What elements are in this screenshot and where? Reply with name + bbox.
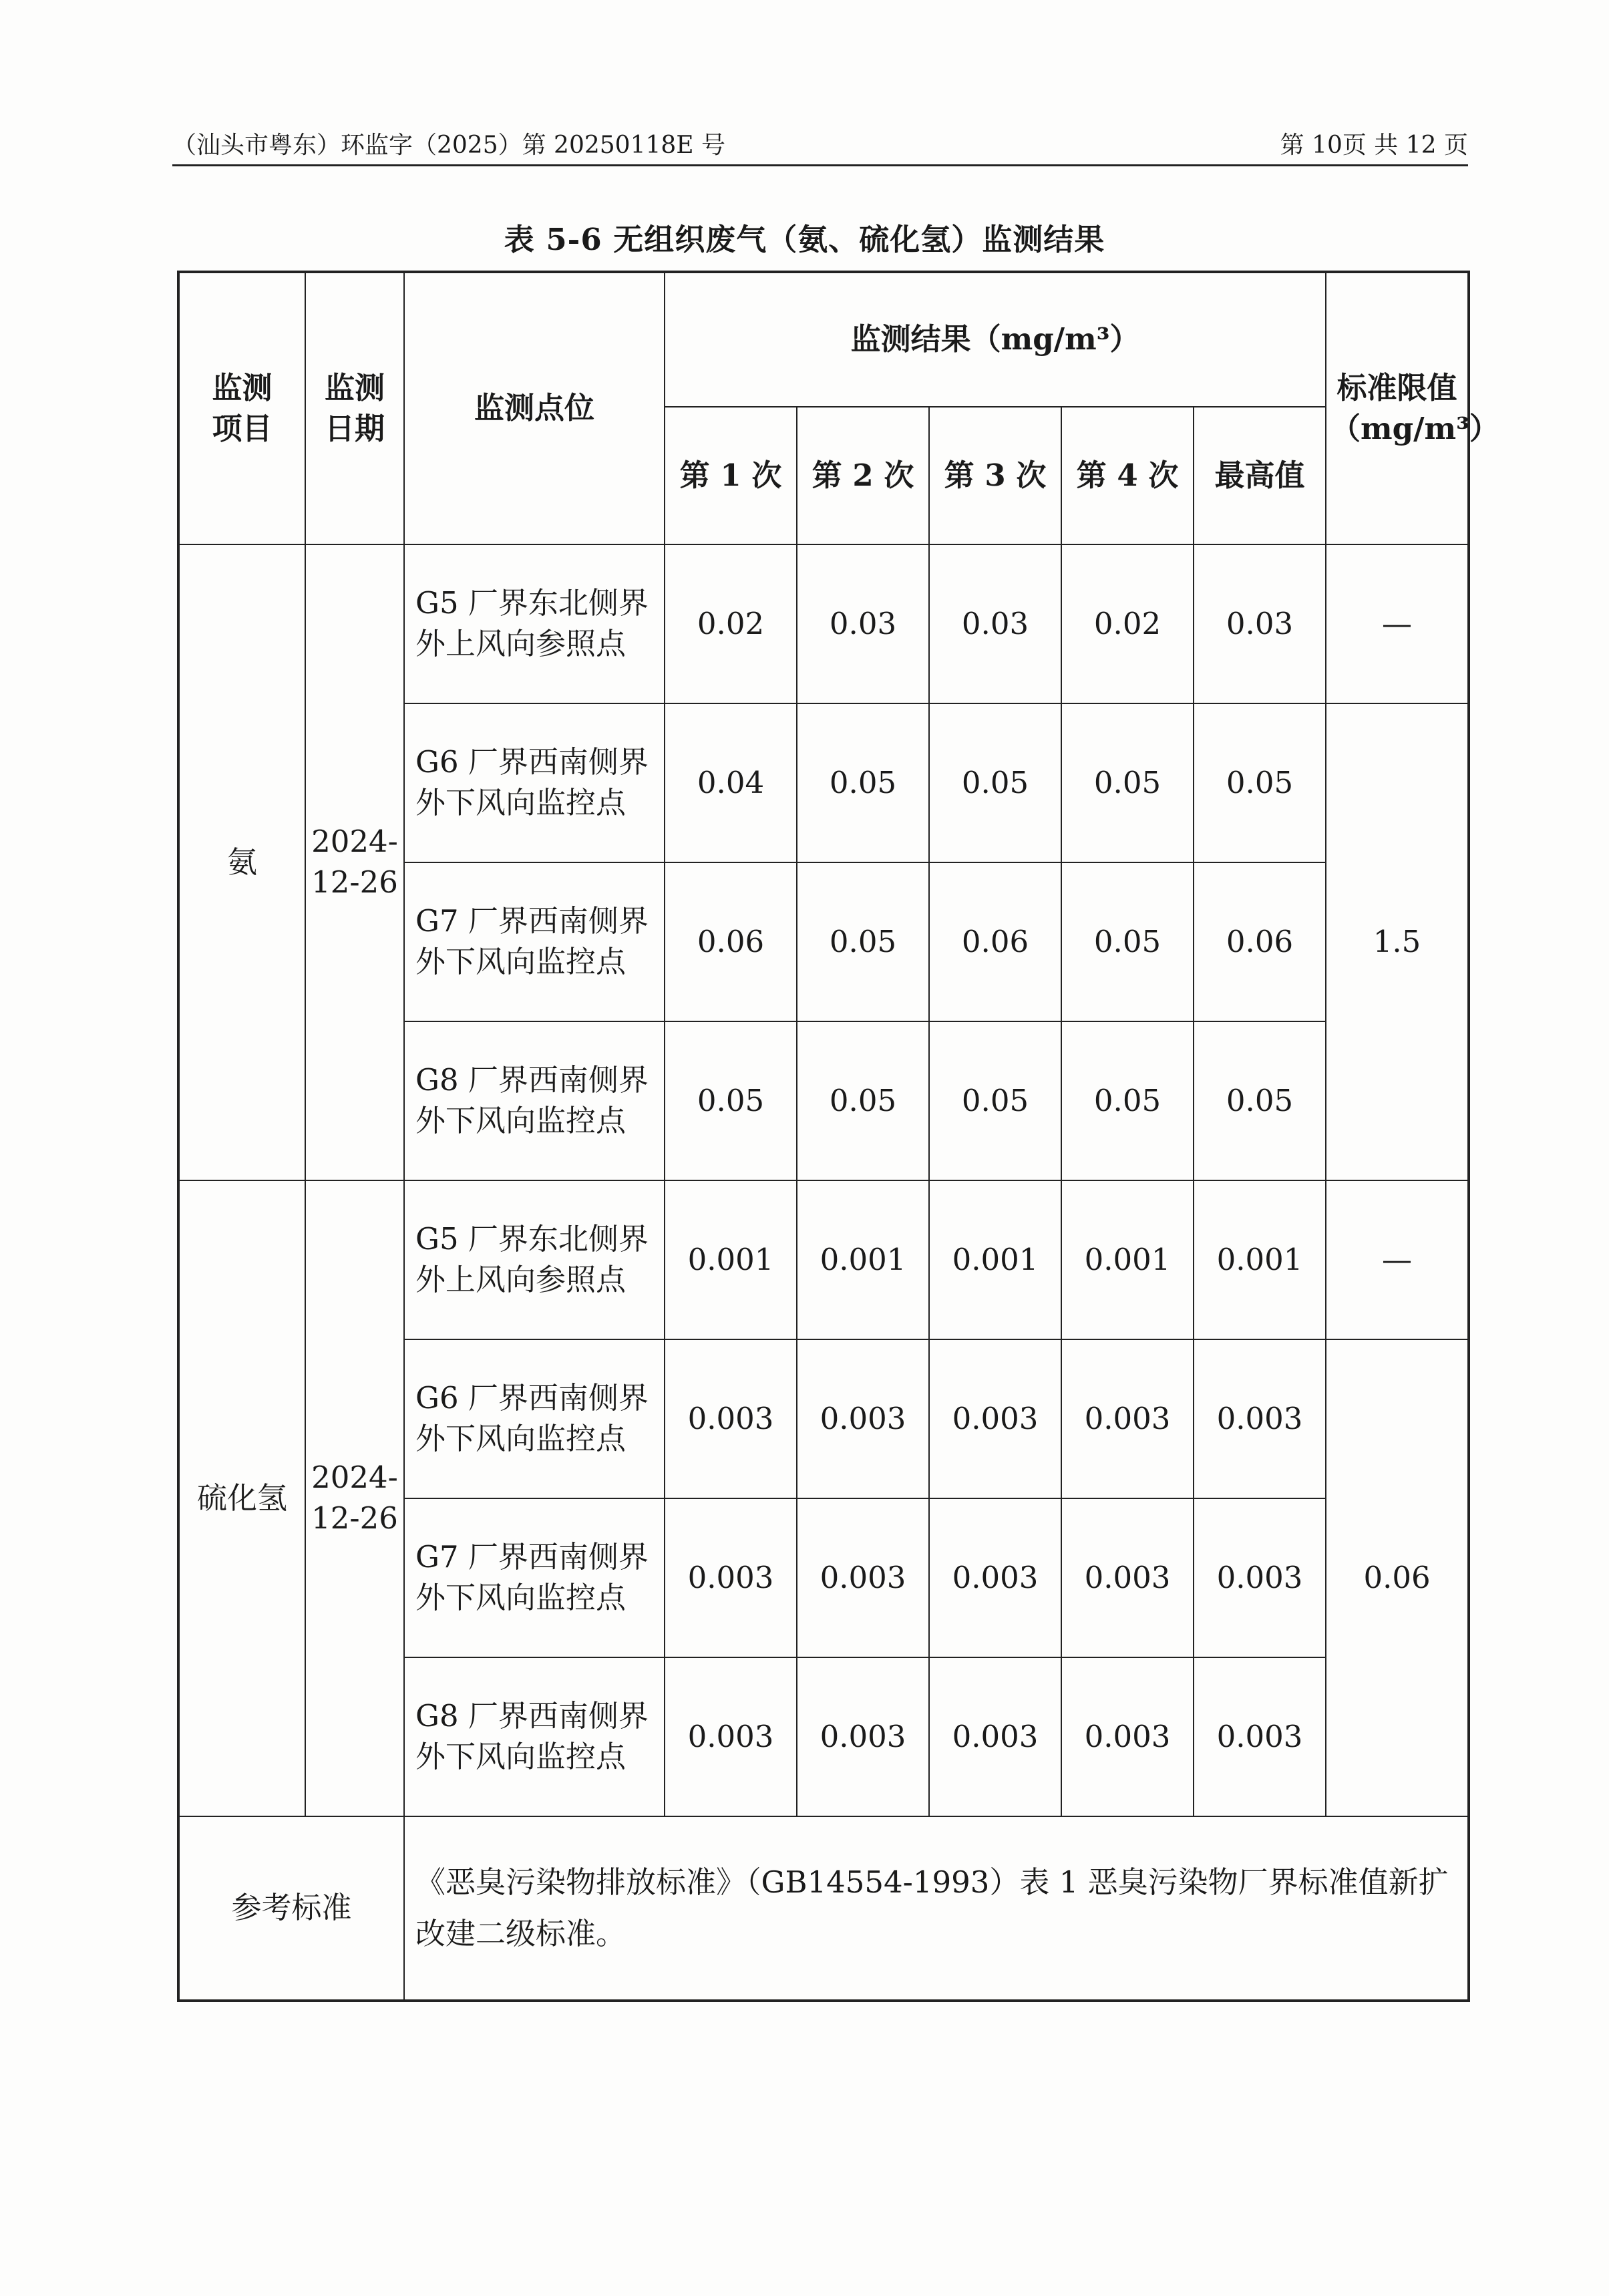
value-cell: 0.003 bbox=[797, 1657, 929, 1816]
site-cell: G6 厂界西南侧界外下风向监控点 bbox=[404, 703, 665, 862]
value-cell: 0.003 bbox=[1061, 1339, 1194, 1498]
item-cell: 氨 bbox=[178, 544, 305, 1180]
value-cell: 0.001 bbox=[1061, 1180, 1194, 1339]
site-cell: G5 厂界东北侧界外上风向参照点 bbox=[404, 1180, 665, 1339]
date-label: 2024- 12-26 bbox=[311, 824, 398, 900]
reference-row bbox=[178, 1816, 1469, 2001]
value-cell: 0.003 bbox=[665, 1657, 797, 1816]
header-round-4: 第 4 次 bbox=[1061, 407, 1194, 544]
header-max: 最高值 bbox=[1194, 407, 1326, 544]
value-cell: 0.05 bbox=[1061, 703, 1194, 862]
date-label: 2024- 12-26 bbox=[311, 1460, 398, 1536]
value-cell: 0.003 bbox=[929, 1339, 1061, 1498]
header-date bbox=[305, 272, 404, 544]
value-cell: 0.001 bbox=[797, 1180, 929, 1339]
header-round-1: 第 1 次 bbox=[665, 407, 797, 544]
date-cell bbox=[305, 1180, 404, 1816]
table-row bbox=[178, 544, 1469, 703]
site-cell: G6 厂界西南侧界外下风向监控点 bbox=[404, 1339, 665, 1498]
value-cell: 0.05 bbox=[665, 1021, 797, 1180]
value-cell: 0.003 bbox=[665, 1339, 797, 1498]
limit-cell: 0.06 bbox=[1326, 1339, 1469, 1816]
max-cell: 0.05 bbox=[1194, 703, 1326, 862]
page-header bbox=[172, 127, 1468, 166]
value-cell: 0.06 bbox=[929, 862, 1061, 1021]
value-cell: 0.06 bbox=[665, 862, 797, 1021]
value-cell: 0.003 bbox=[1061, 1657, 1194, 1816]
max-cell: 0.003 bbox=[1194, 1339, 1326, 1498]
header-item-label: 监测 项目 bbox=[212, 369, 273, 446]
value-cell: 0.003 bbox=[797, 1339, 929, 1498]
site-cell: G7 厂界西南侧界外下风向监控点 bbox=[404, 862, 665, 1021]
reference-label: 参考标准 bbox=[178, 1816, 404, 2001]
max-cell: 0.003 bbox=[1194, 1657, 1326, 1816]
site-cell: G8 厂界西南侧界外下风向监控点 bbox=[404, 1657, 665, 1816]
header-site: 监测点位 bbox=[404, 272, 665, 544]
value-cell: 0.003 bbox=[929, 1498, 1061, 1657]
value-cell: 0.03 bbox=[797, 544, 929, 703]
max-cell: 0.03 bbox=[1194, 544, 1326, 703]
value-cell: 0.003 bbox=[1061, 1498, 1194, 1657]
limit-cell: — bbox=[1326, 544, 1469, 703]
value-cell: 0.05 bbox=[797, 703, 929, 862]
value-cell: 0.05 bbox=[929, 703, 1061, 862]
value-cell: 0.04 bbox=[665, 703, 797, 862]
header-limit bbox=[1326, 272, 1499, 544]
value-cell: 0.003 bbox=[929, 1657, 1061, 1816]
site-cell: G5 厂界东北侧界外上风向参照点 bbox=[404, 544, 665, 703]
header-item bbox=[178, 272, 305, 544]
max-cell: 0.06 bbox=[1194, 862, 1326, 1021]
header-round-2: 第 2 次 bbox=[797, 407, 929, 544]
value-cell: 0.003 bbox=[797, 1498, 929, 1657]
value-cell: 0.05 bbox=[1061, 862, 1194, 1021]
value-cell: 0.03 bbox=[929, 544, 1061, 703]
limit-cell: — bbox=[1326, 1180, 1469, 1339]
page-number: 第 10页 共 12 页 bbox=[1280, 132, 1468, 159]
max-cell: 0.001 bbox=[1194, 1180, 1326, 1339]
max-cell: 0.003 bbox=[1194, 1498, 1326, 1657]
header-round-3: 第 3 次 bbox=[929, 407, 1061, 544]
date-cell bbox=[305, 544, 404, 1180]
value-cell: 0.05 bbox=[929, 1021, 1061, 1180]
site-cell: G8 厂界西南侧界外下风向监控点 bbox=[404, 1021, 665, 1180]
table-title: 表 5-6 无组织废气（氨、硫化氢）监测结果 bbox=[504, 222, 1105, 257]
value-cell: 0.001 bbox=[929, 1180, 1061, 1339]
value-cell: 0.05 bbox=[1061, 1021, 1194, 1180]
value-cell: 0.02 bbox=[1061, 544, 1194, 703]
table-row bbox=[178, 1180, 1469, 1339]
document-number: （汕头市粤东）环监字（2025）第 20250118E 号 bbox=[172, 132, 726, 159]
value-cell: 0.05 bbox=[797, 862, 929, 1021]
value-cell: 0.05 bbox=[797, 1021, 929, 1180]
header-date-label: 监测 日期 bbox=[324, 369, 385, 446]
limit-cell: 1.5 bbox=[1326, 703, 1469, 1180]
value-cell: 0.001 bbox=[665, 1180, 797, 1339]
site-cell: G7 厂界西南侧界外下风向监控点 bbox=[404, 1498, 665, 1657]
header-limit-label: 标准限值 （mg/m³） bbox=[1330, 369, 1499, 446]
item-cell: 硫化氢 bbox=[178, 1180, 305, 1816]
reference-text: 《恶臭污染物排放标准》（GB14554-1993）表 1 恶臭污染物厂界标准值新扩改建二级标准。 bbox=[404, 1816, 1469, 2001]
header-results: 监测结果（mg/m³） bbox=[665, 272, 1326, 407]
value-cell: 0.003 bbox=[665, 1498, 797, 1657]
value-cell: 0.02 bbox=[665, 544, 797, 703]
max-cell: 0.05 bbox=[1194, 1021, 1326, 1180]
monitoring-results-table bbox=[177, 271, 1499, 2002]
